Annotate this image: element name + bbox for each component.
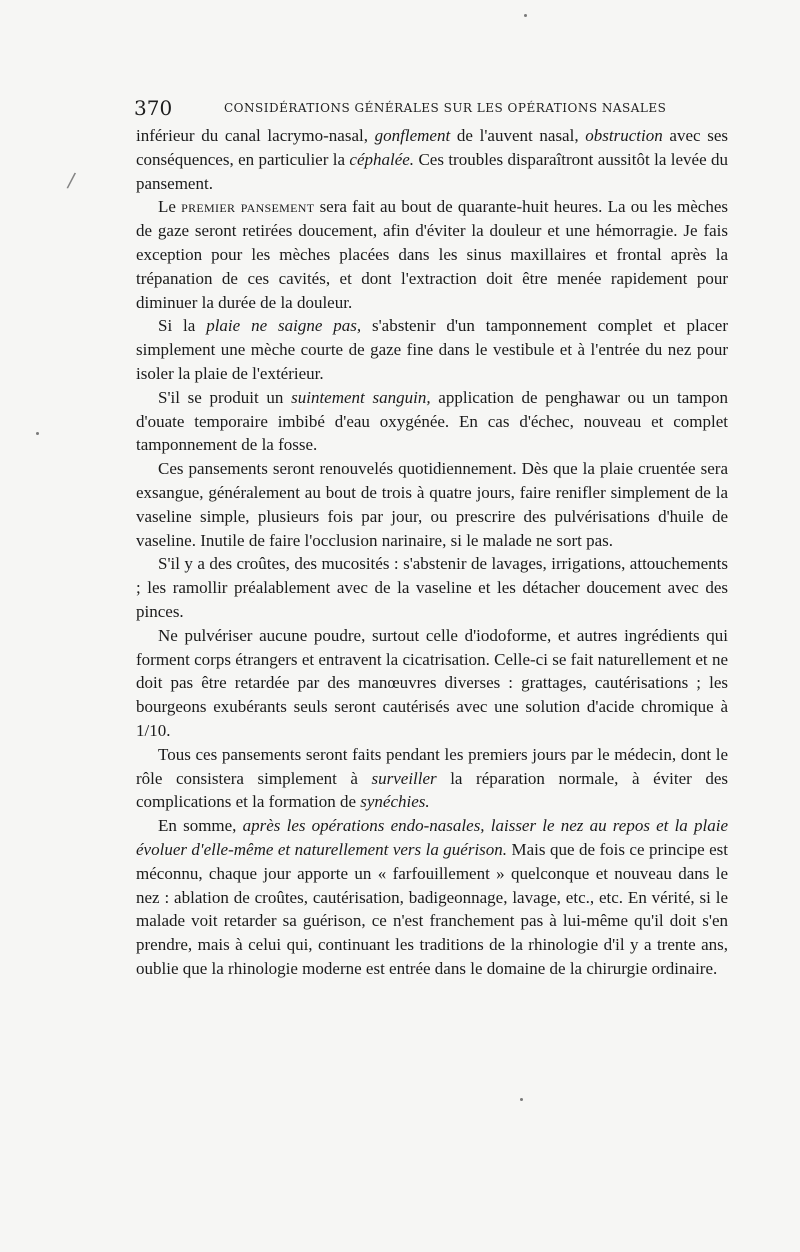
speck-dot bbox=[524, 14, 527, 17]
italic-run: suintement sanguin, bbox=[291, 387, 431, 407]
paragraph-1 bbox=[136, 124, 728, 195]
italic-run: surveiller bbox=[371, 768, 437, 788]
paragraph-2 bbox=[136, 195, 728, 314]
italic-run: gonflement bbox=[374, 126, 451, 145]
running-title: CONSIDÉRATIONS GÉNÉRALES SUR LES OPÉRATIONS NASALES bbox=[224, 101, 667, 115]
italic-run: obstruction bbox=[585, 126, 663, 145]
text-run: Si la bbox=[158, 316, 207, 336]
paragraph-3 bbox=[136, 314, 728, 385]
paragraph-5: Ces pansements seront renouvelés quotidiennement. Dès que la plaie cruentée sera exsangue, généralement au bout de trois à quatre jours, faire renifler simplement de la vaseline simple, plusieurs fois par jour, ou prescrire des pulvérisations d'huile de vaseline. Inutile de faire l'occlusion narinaire, si le malade ne sort pas. bbox=[136, 459, 728, 550]
text-run: Mais que de fois ce principe est méconnu, chaque jour apporte un « farfouillement » quelconque et nouveau dans le nez : ablation de croûtes, cautérisation, badigeonnage, lavage, etc., etc. En vérité, si le malade voit retarder sa guérison, ce n'est franchement pas à lui-même qu'il doit s'en prendre, mais à celui qui, continuant les traditions de la rhinologie d'il y a trente ans, oublie que la rhinologie moderne est entrée dans le domaine de la chirurgie ordinaire. bbox=[136, 839, 728, 978]
italic-run: plaie ne saigne pas, bbox=[206, 316, 362, 336]
paragraph-7: Ne pulvériser aucune poudre, surtout celle d'iodoforme, et autres ingrédients qui forment corps étrangers et entravent la cicatrisation. Celle-ci se fait naturellement et ne doit pas être retardée par des manœuvres diverses : grattages, cautérisations ; les bourgeons exubérants seuls seront cautérisés avec une solution d'acide chromique à 1/10. bbox=[136, 625, 728, 740]
text-run: application de penghawar ou un tampon d'ouate temporaire imbibé d'eau oxygénée. En cas d'échec, nouveau et complet tamponnement de la fosse. bbox=[136, 387, 729, 455]
text-run: sera fait au bout de quarante-huit heures. La ou les mèches de gaze seront retirées doucement, afin d'éviter la douleur et une hémorragie. Je fais exception pour les mèches placées dans les sinus maxillaires et frontal après la trépanation de ces cavités, et dont l'extraction doit être menée rapidement pour diminuer la durée de la douleur. bbox=[136, 197, 728, 312]
text-run: Ces troubles disparaîtront aussitôt la levée du pansement. bbox=[136, 149, 729, 193]
text-run: la réparation normale, à éviter des complications et la formation de bbox=[136, 768, 729, 812]
italic-run: après les opérations endo-nasales, laisser le nez au repos et la plaie évoluer d'elle-même et naturellement vers la guérison. bbox=[136, 816, 728, 859]
paragraph-6: S'il y a des croûtes, des mucosités : s'abstenir de lavages, irrigations, attouchements ; les ramollir préalablement avec de la vaseline et les détacher doucement avec des pinces. bbox=[136, 554, 728, 621]
paragraph-8 bbox=[136, 743, 728, 814]
smallcaps-run: premier pansement bbox=[181, 197, 315, 217]
text-run: Tous ces pansements seront faits pendant les premiers jours par le médecin, dont le rôle consistera simplement à bbox=[136, 744, 728, 788]
speck-dot bbox=[36, 432, 39, 435]
text-run: s'abstenir d'un tamponnement complet et placer simplement une mèche courte de gaze fine dans le vestibule et à l'entrée du nez pour isoler la plaie de l'extérieur. bbox=[136, 316, 729, 383]
running-header bbox=[134, 96, 734, 120]
body-text bbox=[136, 124, 728, 981]
text-run: S'il se produit un bbox=[158, 387, 292, 407]
text-run: Le bbox=[158, 197, 182, 217]
text-run: avec ses conséquences, en particulier la bbox=[136, 126, 728, 169]
text-run: de l'auvent nasal, bbox=[450, 126, 586, 145]
paragraph-9 bbox=[136, 814, 728, 981]
pencil-tick-mark: / bbox=[65, 167, 77, 193]
paragraph-4 bbox=[136, 386, 728, 457]
italic-run: synéchies. bbox=[360, 792, 430, 812]
text-run: En somme, bbox=[158, 816, 243, 836]
italic-run: céphalée. bbox=[349, 149, 415, 169]
page-number: 370 bbox=[134, 96, 173, 120]
speck-dot bbox=[520, 1098, 523, 1101]
text-run: inférieur du canal lacrymo-nasal, bbox=[136, 126, 375, 145]
